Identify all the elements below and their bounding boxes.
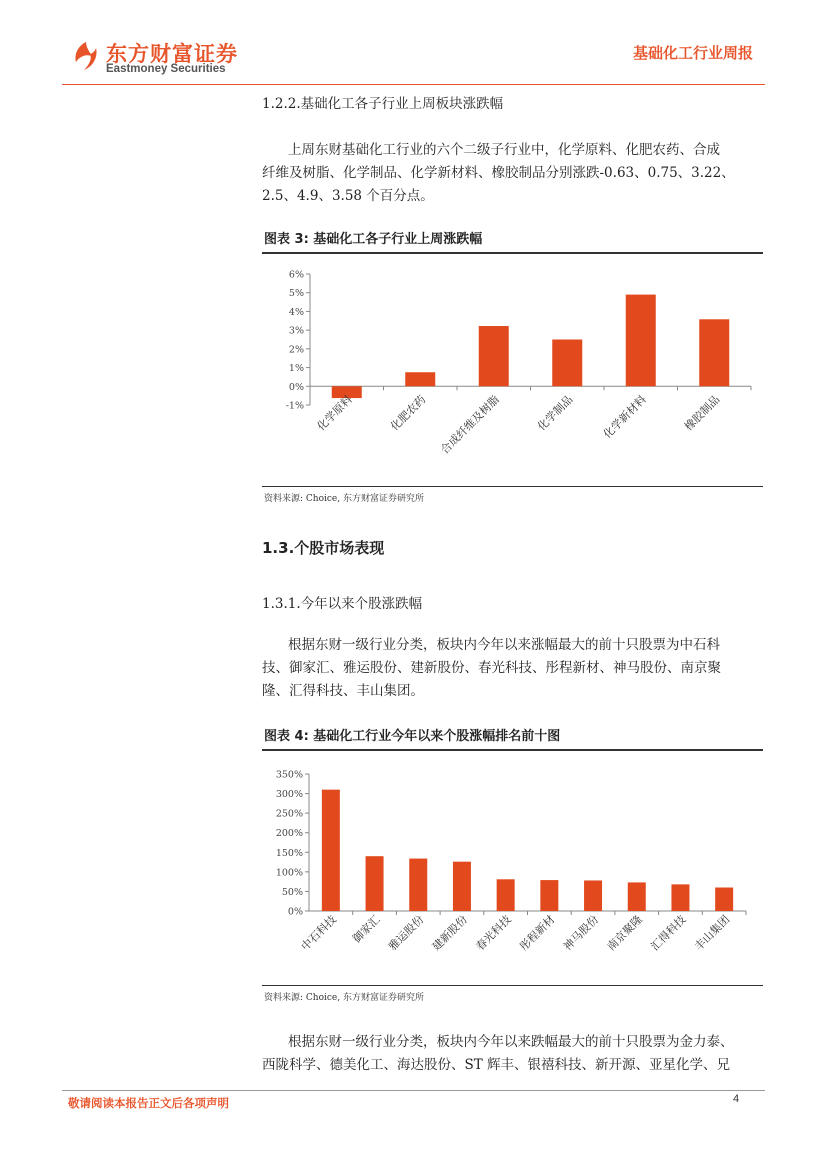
figure-4-svg [262,756,763,982]
section-122-para-line-1: 上周东财基础化工行业的六个二级子行业中，化学原料、化肥农药、合成 [288,142,720,158]
figure-4-y-tick-label: 300% [275,789,303,801]
figure-3-category-label: 化学新材料 [600,392,649,442]
logo-text-cn: 东方财富证券 [106,42,238,66]
figure-4-y-tick-label: 0% [287,906,303,918]
figure-3-y-tick-label: 0% [288,381,304,393]
section-131-para-line-2: 技、御家汇、雅运股份、建新股份、春光科技、彤程新材、神马股份、南京聚 [262,660,721,676]
figure-4-y-tick-label: 350% [275,769,303,781]
figure-3-category-label: 化肥农药 [388,392,429,434]
figure-4-category-label: 丰山集团 [691,912,733,954]
figure-3-category-label: 合成纤维及树脂 [438,392,502,457]
logo-text-en: Eastmoney Securities [106,63,226,75]
figure-4-bar [715,888,733,911]
figure-3-bar [479,326,509,386]
figure-4-category-label: 建新股份 [429,912,471,954]
section-131-b-para-line-2: 西陇科学、德美化工、海达股份、ST 辉丰、银禧科技、新开源、亚星化学、兄 [262,1057,731,1073]
figure-4-category-label: 彤程新材 [517,912,558,954]
figure-3-bar [699,319,729,386]
figure-3-y-tick-label: 1% [288,363,304,375]
section-131-para-line-3: 隆、汇得科技、丰山集团。 [262,683,424,699]
figure-4-top-rule [262,749,763,751]
figure-4-chart [262,756,763,982]
figure-4-bar [409,859,427,911]
figure-4-y-tick-label: 200% [275,828,303,840]
figure-3-bar [405,372,435,386]
eastmoney-logo-icon [70,40,102,72]
section-131-b-para-line-1: 根据东财一级行业分类，板块内今年以来跌幅最大的前十只股票为金力泰、 [288,1034,734,1050]
figure-3-svg [262,256,763,484]
figure-3-y-tick-label: 2% [288,344,304,356]
figure-3-y-tick-label: 3% [288,325,304,337]
figure-3-bar [552,340,582,387]
figure-4-source: 资料来源: Choice, 东方财富证券研究所 [264,993,424,1003]
section-131-heading: 1.3.1.今年以来个股涨跌幅 [262,596,423,612]
figure-3-top-rule [262,252,763,254]
figure-3-y-tick-label: 4% [288,306,304,318]
figure-3-y-tick-label: 5% [288,288,304,300]
figure-4-category-label: 神马股份 [560,912,602,954]
figure-3-category-label: 化学制品 [535,392,576,434]
figure-3-bar [626,295,656,387]
figure-4-bar [540,880,558,911]
figure-3-category-label: 化学原料 [314,392,355,434]
section-131-para-line-1: 根据东财一级行业分类，板块内今年以来涨幅最大的前十只股票为中石科 [288,637,720,653]
figure-4-bar [584,880,602,911]
figure-4-category-label: 春光科技 [473,912,514,954]
figure-4-y-tick-label: 100% [275,867,303,879]
figure-4-y-tick-label: 150% [275,847,303,859]
figure-4-bar [366,856,384,911]
page-number: 4 [733,1093,740,1105]
figure-4-bar [671,884,689,911]
figure-4-bar [497,879,515,911]
figure-4-bar [453,862,471,911]
figure-3-category-label: 橡胶制品 [682,392,723,434]
figure-4-title: 图表 4: 基础化工行业今年以来个股涨幅排名前十图 [264,729,561,744]
figure-4-y-tick-label: 250% [275,808,303,820]
figure-3-chart [262,256,763,484]
figure-4-bottom-rule [262,985,763,986]
figure-4-bar [628,882,646,911]
header-divider [62,84,765,85]
figure-4-category-label: 中石科技 [298,912,339,954]
figure-4-y-tick-label: 50% [281,886,303,898]
footer-divider [62,1090,765,1091]
figure-3-bottom-rule [262,486,763,487]
report-title: 基础化工行业周报 [632,44,753,62]
section-13-heading: 1.3.个股市场表现 [262,539,385,557]
figure-3-source: 资料来源: Choice, 东方财富证券研究所 [264,494,424,504]
footer-disclaimer: 敬请阅读本报告正文后各项声明 [68,1096,229,1110]
figure-4-bar [322,790,340,911]
figure-3-title: 图表 3: 基础化工各子行业上周涨跌幅 [264,232,483,247]
figure-3-y-tick-label: -1% [285,400,304,412]
section-122-para-line-2: 纤维及树脂、化学制品、化学新材料、橡胶制品分别涨跌-0.63、0.75、3.22、 [262,165,735,181]
section-122-heading: 1.2.2.基础化工各子行业上周板块涨跌幅 [262,96,504,112]
section-122-para-line-3: 2.5、4.9、3.58 个百分点。 [262,188,434,204]
figure-4-category-label: 汇得科技 [648,912,689,954]
figure-3-y-tick-label: 6% [288,269,304,281]
figure-4-category-label: 御家汇 [350,912,383,946]
figure-4-category-label: 雅运股份 [386,912,427,954]
figure-4-category-label: 南京聚隆 [604,912,645,954]
